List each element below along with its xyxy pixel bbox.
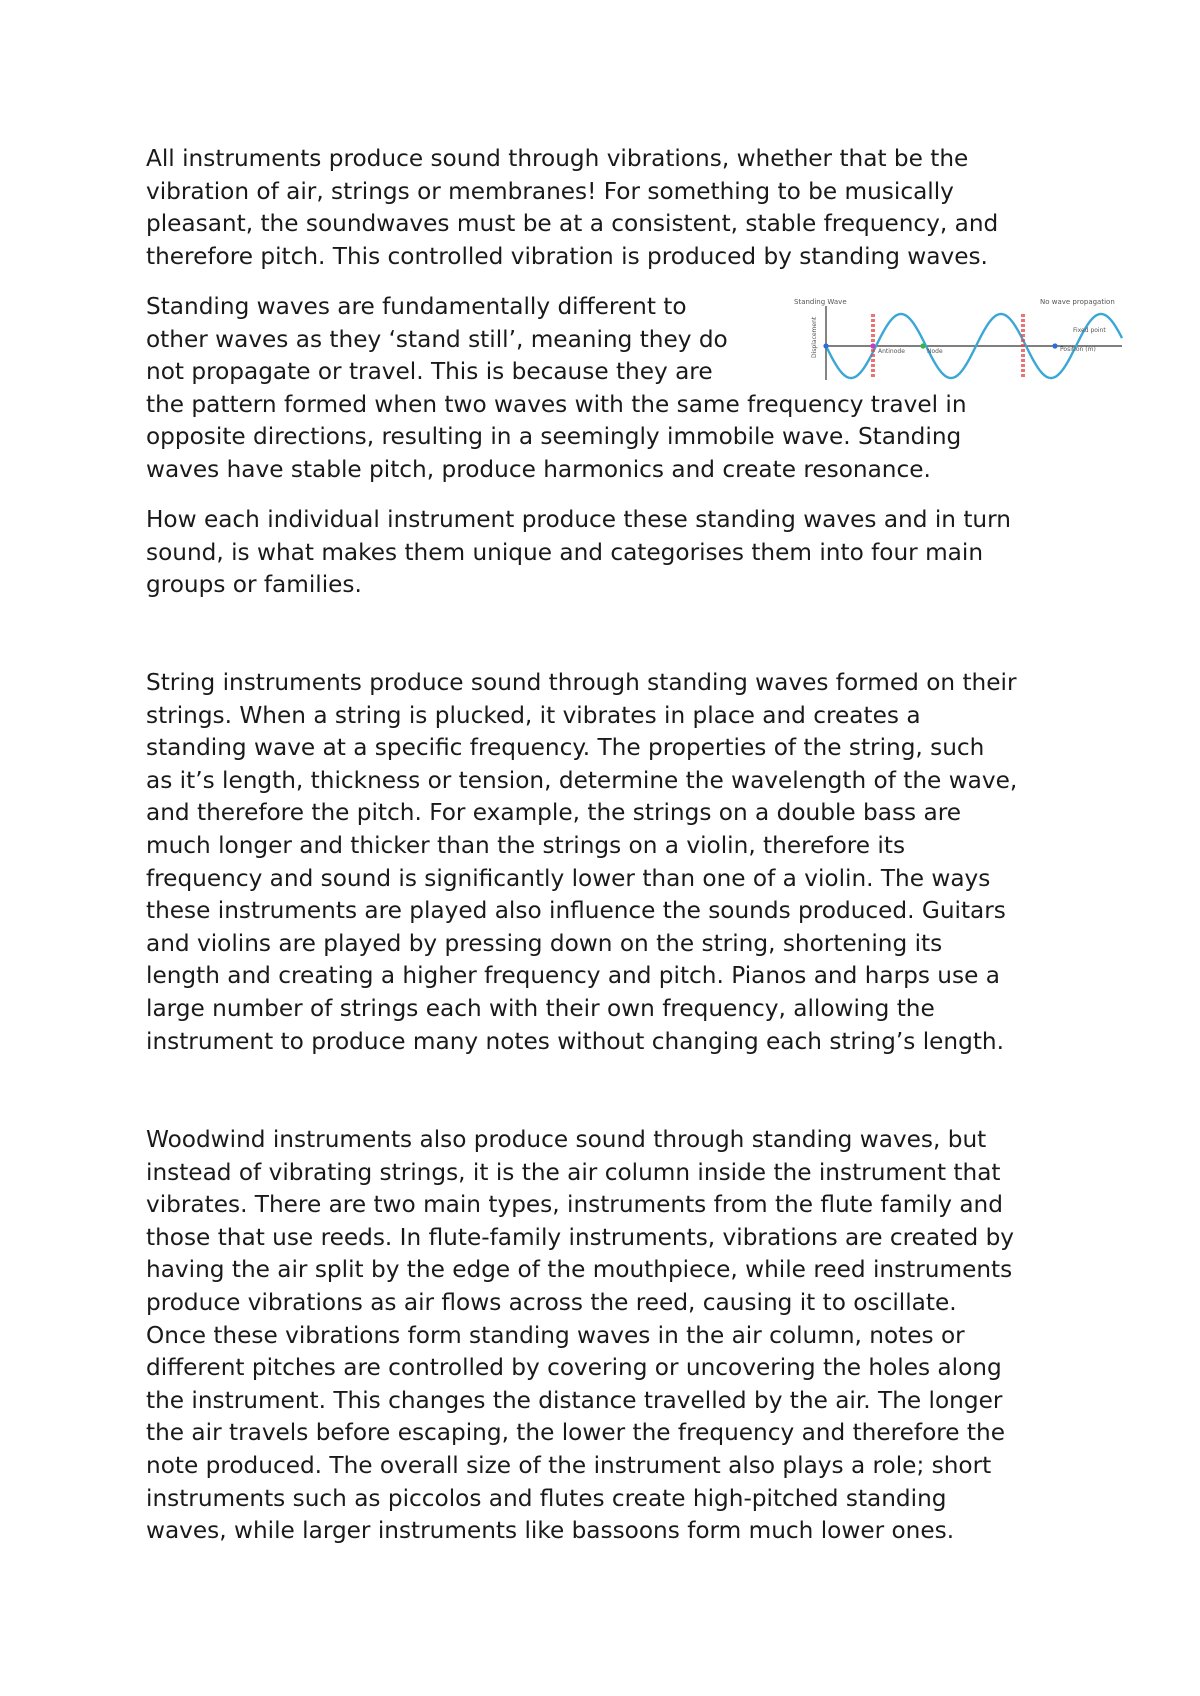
text-line: much longer and thicker than the strings on a violin, therefore its [146, 831, 906, 859]
text-line: and violins are played by pressing down on the string, shortening its [146, 929, 943, 957]
text-line: waves have stable pitch, produce harmonics and create resonance. [146, 455, 931, 483]
fixed-point-label: Fixed point [1073, 327, 1106, 334]
text-line: large number of strings each with their own frequency, allowing the [146, 994, 935, 1022]
paragraph-intro [146, 143, 1076, 273]
node-label: Node [927, 348, 943, 355]
text-line: different pitches are controlled by covering or uncovering the holes along [146, 1354, 1002, 1382]
text-line: frequency and sound is significantly lower than one of a violin. The ways [146, 864, 991, 892]
text-line: All instruments produce sound through vibrations, whether that be the [146, 145, 969, 172]
text-line: other waves as they ‘stand still’, meaning they do [146, 325, 728, 353]
position-label: Position (m) [1060, 346, 1096, 353]
text-line: Standing waves are fundamentally different to [146, 293, 687, 320]
figure-no-propagation-label: No wave propagation [1040, 298, 1115, 306]
fixed-point-dot-left [823, 343, 828, 348]
text-line: vibration of air, strings or membranes! For something to be musically [146, 177, 954, 205]
text-line: groups or families. [146, 571, 362, 599]
text-line: Woodwind instruments also produce sound through standing waves, but [146, 1126, 987, 1153]
y-axis-label: Displacement [811, 316, 818, 358]
text-line: opposite directions, resulting in a seemingly immobile wave. Standing [146, 423, 962, 451]
paragraph-woodwind [146, 1124, 1076, 1548]
text-line: instead of vibrating strings, it is the air column inside the instrument that [146, 1158, 1001, 1186]
text-line: standing wave at a specific frequency. The properties of the string, such [146, 734, 985, 762]
paragraph-strings [146, 667, 1076, 1058]
text-line: Once these vibrations form standing waves in the air column, notes or [146, 1321, 965, 1349]
fixed-point-dot-right [1052, 343, 1057, 348]
antinode-dot [870, 343, 875, 348]
standing-wave-figure [790, 296, 1130, 386]
text-line: length and creating a higher frequency and pitch. Pianos and harps use a [146, 962, 1000, 990]
node-dot [920, 343, 925, 348]
text-line: String instruments produce sound through standing waves formed on their [146, 669, 1017, 696]
text-line: instruments such as piccolos and flutes create high-pitched standing [146, 1484, 947, 1512]
text-line: waves, while larger instruments like bassoons form much lower ones. [146, 1517, 955, 1545]
text-line: and therefore the pitch. For example, the strings on a double bass are [146, 799, 961, 827]
text-line: note produced. The overall size of the instrument also plays a role; short [146, 1451, 992, 1479]
text-line: vibrates. There are two main types, instruments from the flute family and [146, 1191, 1003, 1219]
text-line: those that use reeds. In flute-family instruments, vibrations are created by [146, 1223, 1015, 1251]
text-line: sound, is what makes them unique and categorises them into four main [146, 538, 984, 566]
paragraph-families [146, 504, 1076, 602]
text-line: as it’s length, thickness or tension, determine the wavelength of the wave, [146, 766, 1018, 794]
antinode-label: Antinode [878, 348, 905, 355]
text-line: pleasant, the soundwaves must be at a consistent, stable frequency, and [146, 210, 999, 238]
text-line: How each individual instrument produce these standing waves and in turn [146, 506, 1011, 533]
text-line: not propagate or travel. This is because they are [146, 358, 713, 386]
standing-wave-diagram [790, 296, 1130, 386]
text-line: the air travels before escaping, the lower the frequency and therefore the [146, 1419, 1005, 1447]
text-line: having the air split by the edge of the mouthpiece, while reed instruments [146, 1256, 1013, 1284]
text-line: produce vibrations as air flows across the reed, causing it to oscillate. [146, 1288, 957, 1316]
text-line: instrument to produce many notes without changing each string’s length. [146, 1027, 1004, 1055]
text-line: the instrument. This changes the distance travelled by the air. The longer [146, 1386, 1003, 1414]
text-line: the pattern formed when two waves with the same frequency travel in [146, 390, 967, 418]
text-line: therefore pitch. This controlled vibration is produced by standing waves. [146, 242, 988, 270]
text-line: strings. When a string is plucked, it vibrates in place and creates a [146, 701, 921, 729]
figure-title: Standing Wave [794, 298, 847, 306]
text-line: these instruments are played also influence the sounds produced. Guitars [146, 897, 1006, 925]
